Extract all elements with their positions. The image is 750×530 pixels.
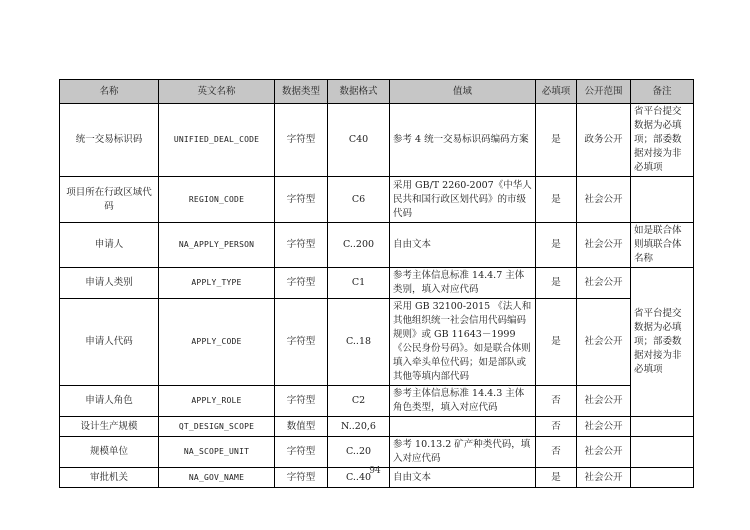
- cell-data-format: C1: [328, 268, 390, 299]
- cell-required: 否: [536, 437, 577, 468]
- cell-public-scope: 社会公开: [577, 299, 631, 386]
- cell-english-name: APPLY_TYPE: [159, 268, 275, 299]
- cell-name: 规模单位: [60, 437, 159, 468]
- cell-value-domain: 采用 GB 32100-2015 《法人和其他组织统一社会信用代码编码规则》或 GB 11643－1999《公民身份号码》。如是联合体则填入牵头单位代码；如是部队或其他等填内部代码: [390, 299, 536, 386]
- header-required: 必填项: [536, 80, 577, 104]
- header-name: 名称: [60, 80, 159, 104]
- cell-public-scope: 社会公开: [577, 417, 631, 437]
- cell-public-scope: 社会公开: [577, 437, 631, 468]
- cell-english-name: UNIFIED_DEAL_CODE: [159, 104, 275, 177]
- cell-public-scope: 政务公开: [577, 104, 631, 177]
- cell-value-domain: 自由文本: [390, 223, 536, 268]
- cell-data-type: 字符型: [275, 468, 328, 488]
- table-row: [60, 299, 694, 386]
- cell-required: 是: [536, 299, 577, 386]
- cell-required: 是: [536, 223, 577, 268]
- cell-english-name: NA_GOV_NAME: [159, 468, 275, 488]
- cell-data-type: 字符型: [275, 386, 328, 417]
- cell-data-type: 字符型: [275, 223, 328, 268]
- header-public-scope: 公开范围: [577, 80, 631, 104]
- cell-data-format: C6: [328, 177, 390, 223]
- table-row: [60, 104, 694, 177]
- cell-data-type: 字符型: [275, 104, 328, 177]
- table-row: [60, 437, 694, 468]
- cell-required: 是: [536, 268, 577, 299]
- cell-required: 是: [536, 468, 577, 488]
- cell-required: 否: [536, 417, 577, 437]
- cell-data-type: 字符型: [275, 299, 328, 386]
- header-notes: 备注: [631, 80, 694, 104]
- cell-data-format: C..200: [328, 223, 390, 268]
- header-data-format: 数据格式: [328, 80, 390, 104]
- cell-public-scope: 社会公开: [577, 386, 631, 417]
- cell-notes-empty: [631, 437, 694, 468]
- cell-value-domain: 采用 GB/T 2260-2007《中华人民共和国行政区划代码》的市级代码: [390, 177, 536, 223]
- cell-english-name: NA_APPLY_PERSON: [159, 223, 275, 268]
- cell-name: 申请人类别: [60, 268, 159, 299]
- cell-data-type: 字符型: [275, 268, 328, 299]
- cell-english-name: REGION_CODE: [159, 177, 275, 223]
- table-row: [60, 177, 694, 223]
- cell-data-format: C..40: [328, 468, 390, 488]
- cell-value-domain: 参考主体信息标准 14.4.7 主体类别，填入对应代码: [390, 268, 536, 299]
- cell-required: 是: [536, 177, 577, 223]
- cell-notes: 省平台提交数据为必填项；部委数据对接为非必填项: [631, 104, 694, 177]
- cell-notes-empty: [631, 417, 694, 437]
- cell-value-domain: 参考 4 统一交易标识码编码方案: [390, 104, 536, 177]
- cell-name: 申请人代码: [60, 299, 159, 386]
- cell-english-name: NA_SCOPE_UNIT: [159, 437, 275, 468]
- cell-data-format: C40: [328, 104, 390, 177]
- cell-value-domain: [390, 417, 536, 437]
- cell-english-name: APPLY_ROLE: [159, 386, 275, 417]
- cell-value-domain: 参考主体信息标准 14.4.3 主体角色类型，填入对应代码: [390, 386, 536, 417]
- cell-required: 是: [536, 104, 577, 177]
- cell-public-scope: 社会公开: [577, 268, 631, 299]
- cell-name: 审批机关: [60, 468, 159, 488]
- cell-data-type: 字符型: [275, 177, 328, 223]
- table-row: [60, 417, 694, 437]
- cell-data-format: C2: [328, 386, 390, 417]
- cell-value-domain: 自由文本: [390, 468, 536, 488]
- cell-public-scope: 社会公开: [577, 468, 631, 488]
- cell-required: 否: [536, 386, 577, 417]
- cell-value-domain: 参考 10.13.2 矿产种类代码，填入对应代码: [390, 437, 536, 468]
- cell-name: 申请人角色: [60, 386, 159, 417]
- table-header-row: [60, 80, 694, 104]
- cell-name: 项目所在行政区域代码: [60, 177, 159, 223]
- cell-public-scope: 社会公开: [577, 177, 631, 223]
- cell-name: 设计生产规模: [60, 417, 159, 437]
- header-data-type: 数据类型: [275, 80, 328, 104]
- cell-notes: 如是联合体则填联合体名称: [631, 223, 694, 268]
- data-spec-table: [59, 79, 694, 488]
- cell-notes: 省平台提交数据为必填项；部委数据对接为非必填项: [631, 268, 694, 417]
- cell-data-format: C..18: [328, 299, 390, 386]
- table-row: [60, 268, 694, 299]
- header-english-name: 英文名称: [159, 80, 275, 104]
- cell-notes-empty: [631, 177, 694, 223]
- header-value-domain: 值域: [390, 80, 536, 104]
- cell-name: 申请人: [60, 223, 159, 268]
- cell-data-type: 字符型: [275, 437, 328, 468]
- page-number: 94: [369, 466, 381, 476]
- cell-data-type: 数值型: [275, 417, 328, 437]
- cell-english-name: QT_DESIGN_SCOPE: [159, 417, 275, 437]
- cell-public-scope: 社会公开: [577, 223, 631, 268]
- cell-english-name: APPLY_CODE: [159, 299, 275, 386]
- cell-name: 统一交易标识码: [60, 104, 159, 177]
- cell-data-format: N..20,6: [328, 417, 390, 437]
- cell-data-format: C..20: [328, 437, 390, 468]
- table-row: [60, 386, 694, 417]
- table-row: [60, 223, 694, 268]
